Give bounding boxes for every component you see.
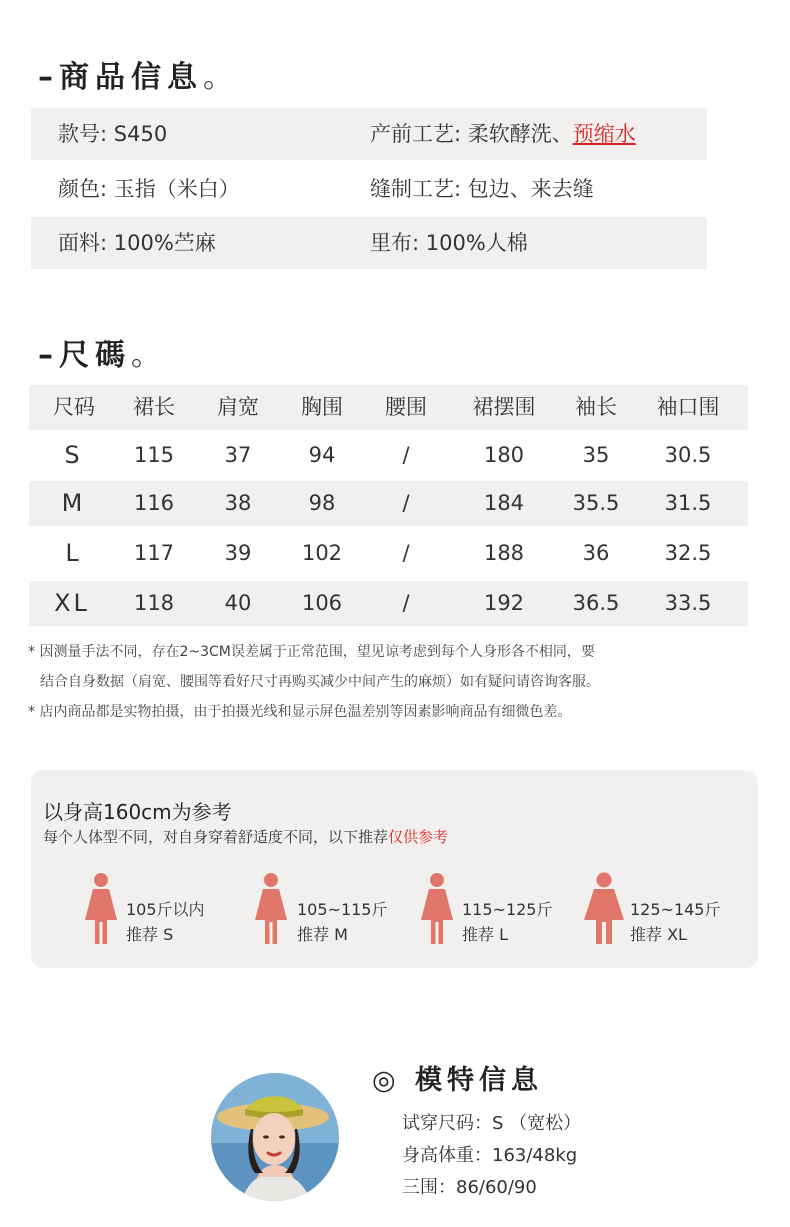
model-info-heading [372, 1058, 543, 1097]
product-info-row: 面料: 100%苎麻 里布: 100%人棉 [31, 217, 707, 269]
model-info-title: 模特信息 [414, 1065, 543, 1096]
fabric-value: 100%苎麻 [113, 231, 216, 255]
table-cell: 36.5 [572, 591, 620, 615]
heading-dash: – [38, 338, 59, 373]
color-difference-note: * 店内商品都是实物拍摄，由于拍摄光线和显示屏色温差别等因素影响商品有细微色差。 [28, 704, 572, 720]
size-label: S [64, 441, 80, 469]
product-info-row: 颜色: 玉指（米白） 缝制工艺: 包边、来去缝 [58, 177, 594, 201]
header-cell: 袖口围 [656, 395, 720, 419]
header-cell: 胸围 [301, 395, 343, 419]
fabric-label: 面料 [58, 231, 100, 255]
reference-title: 以身高160cm为参考 [43, 800, 232, 824]
header-cell: 裙摆围 [472, 395, 536, 419]
size-recommendation: 推荐 L [462, 925, 509, 944]
process-highlight: 预缩水 [572, 122, 636, 146]
table-cell: / [402, 541, 410, 565]
table-cell: 192 [483, 591, 525, 615]
table-cell: / [402, 591, 410, 615]
header-cell: 尺码 [53, 395, 95, 419]
table-cell: 36 [582, 541, 610, 565]
table-cell: 94 [308, 443, 336, 467]
size-recommendation: 推荐 M [297, 925, 348, 944]
weight-range: 115~125斤 [462, 900, 553, 919]
table-row [29, 433, 748, 478]
table-cell: 35 [582, 443, 610, 467]
reference-subtitle-text: 每个人体型不同，对自身穿着舒适度不同，以下推荐 [43, 828, 389, 846]
table-cell: 30.5 [664, 443, 712, 467]
table-cell: 188 [483, 541, 525, 565]
size-recommendation: 推荐 S [126, 925, 174, 944]
table-row [29, 531, 748, 576]
size-label: M [61, 489, 83, 517]
person-figure-icon [83, 872, 119, 946]
product-info-title: 商品信息 [59, 60, 203, 95]
table-cell: 117 [133, 541, 175, 565]
lining-value: 100%人棉 [425, 231, 528, 255]
heading-period: 。 [131, 338, 167, 373]
person-figure-icon [253, 872, 289, 946]
model-photo [211, 1073, 339, 1201]
table-cell: 98 [308, 491, 336, 515]
color-label: 颜色 [58, 177, 100, 201]
table-cell: 102 [301, 541, 343, 565]
table-cell: / [402, 491, 410, 515]
process-value: 柔软酵洗、 [467, 122, 573, 146]
size-label: XL [54, 589, 90, 617]
header-cell: 裙长 [133, 395, 175, 419]
reference-subtitle-highlight: 仅供参考 [388, 828, 449, 846]
color-value: 玉指（米白） [113, 177, 240, 201]
table-cell: / [402, 443, 410, 467]
person-figure-icon [419, 872, 455, 946]
table-cell: 184 [483, 491, 525, 515]
reference-subtitle [43, 826, 448, 847]
sewing-label: 缝制工艺 [370, 177, 454, 201]
size-chart-title: 尺碼 [59, 338, 131, 373]
table-cell: 35.5 [572, 491, 620, 515]
table-cell: 180 [483, 443, 525, 467]
measurement-note-continued: 结合自身数据（肩宽、腰围等看好尺寸再购买减少中间产生的麻烦）如有疑问请咨询客服。 [40, 674, 600, 690]
process-label: 产前工艺 [370, 122, 454, 146]
table-cell: 38 [224, 491, 252, 515]
table-cell: 37 [224, 443, 252, 467]
heading-dash: – [38, 60, 59, 95]
lining-label: 里布 [370, 231, 412, 255]
style-number-label: 款号 [58, 122, 100, 146]
heading-period: 。 [203, 60, 239, 95]
size-reference-card [31, 770, 758, 968]
weight-range: 105~115斤 [297, 900, 388, 919]
model-trial-size: 试穿尺码：S （宽松） [402, 1113, 582, 1134]
table-cell: 33.5 [664, 591, 712, 615]
table-cell: 39 [224, 541, 252, 565]
table-cell: 40 [224, 591, 252, 615]
size-table-header [29, 385, 748, 430]
table-cell: 115 [133, 443, 175, 467]
bullseye-icon: ◎ [372, 1065, 415, 1096]
header-cell: 袖长 [575, 395, 617, 419]
size-label: L [65, 539, 79, 567]
table-row [29, 581, 748, 626]
measurement-note: * 因测量手法不同，存在2~3CM误差属于正常范围，望见谅考虑到每个人身形各不相同，要 [28, 644, 595, 660]
style-number-value: S450 [113, 122, 168, 146]
product-info-row: 款号: S450 产前工艺: 柔软酵洗、预缩水 [31, 108, 707, 160]
product-info-heading [38, 52, 239, 96]
size-chart-heading [38, 330, 167, 374]
weight-range: 125~145斤 [630, 900, 721, 919]
table-cell: 118 [133, 591, 175, 615]
model-height-weight: 身高体重：163/48kg [402, 1145, 578, 1166]
model-portrait-image [211, 1073, 339, 1201]
size-recommendation: 推荐 XL [630, 925, 687, 944]
table-cell: 116 [133, 491, 175, 515]
table-cell: 32.5 [664, 541, 712, 565]
table-cell: 106 [301, 591, 343, 615]
header-cell: 腰围 [385, 395, 427, 419]
table-cell: 31.5 [664, 491, 712, 515]
header-cell: 肩宽 [217, 395, 259, 419]
sewing-value: 包边、来去缝 [467, 177, 594, 201]
person-figure-icon [583, 872, 625, 946]
model-measurements: 三围：86/60/90 [402, 1177, 537, 1198]
table-row [29, 481, 748, 526]
weight-range: 105斤以内 [126, 900, 205, 919]
